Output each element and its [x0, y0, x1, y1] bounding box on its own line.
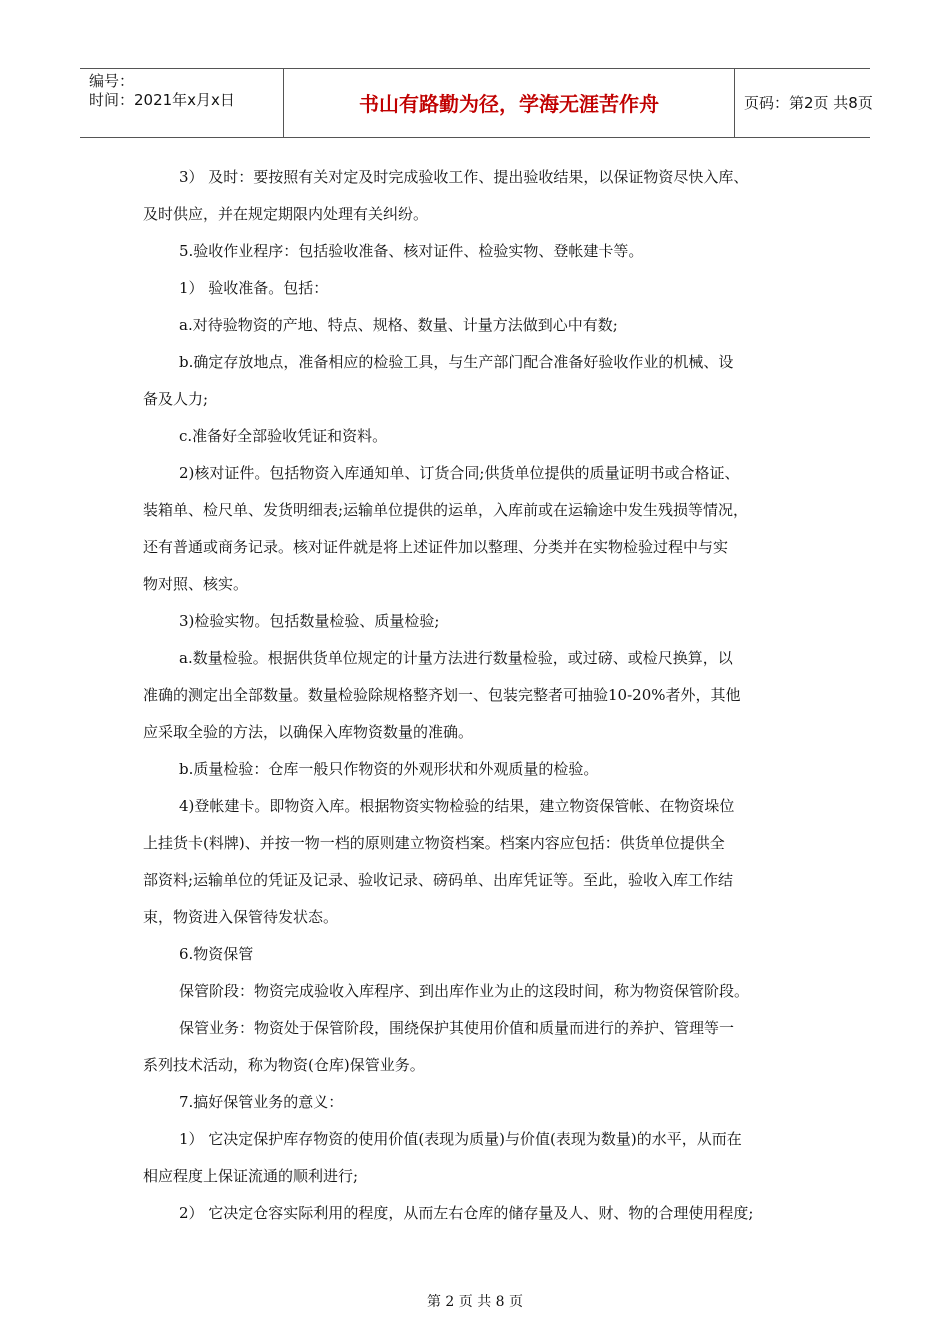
header-motto-cell — [283, 69, 735, 137]
text-line: b.确定存放地点，准备相应的检验工具，与生产部门配合准备好验收作业的机械、设 — [179, 353, 734, 371]
page-header — [80, 68, 873, 138]
header-page-cell — [734, 69, 873, 137]
text-line: 1） 它决定保护库存物资的使用价值(表现为质量)与价值(表现为数量)的水平，从而在 — [179, 1130, 742, 1148]
section-heading: 5.验收作业程序：包括验收准备、核对证件、检验实物、登帐建卡等。 — [179, 242, 644, 260]
header-meta-cell — [80, 69, 283, 137]
document-number-label: 编号： — [89, 72, 135, 90]
text-line: 1） 验收准备。包括： — [179, 279, 329, 297]
text-line: 保管阶段：物资完成验收入库程序、到出库作业为止的这段时间，称为物资保管阶段。 — [179, 982, 750, 1000]
header-motto: 书山有路勤为径，学海无涯苦作舟 — [359, 92, 659, 116]
text-line: a.数量检验。根据供货单位规定的计量方法进行数量检验，或过磅、或检尺换算，以 — [179, 649, 733, 667]
header-page-info: 页码：第2页 共8页 — [744, 94, 873, 112]
text-line: 及时供应，并在规定期限内处理有关纠纷。 — [143, 205, 429, 223]
text-line: 保管业务：物资处于保管阶段，围绕保护其使用价值和质量而进行的养护、管理等一 — [179, 1019, 735, 1037]
text-line: 3） 及时：要按照有关对定及时完成验收工作、提出验收结果，以保证物资尽快入库、 — [179, 168, 749, 186]
text-line: 部资料;运输单位的凭证及记录、验收记录、磅码单、出库凭证等。至此，验收入库工作结 — [143, 871, 734, 889]
page-footer: 第 2 页 共 8 页 — [426, 1294, 524, 1310]
text-line: 备及人力; — [143, 390, 209, 408]
text-line: 2） 它决定仓容实际利用的程度，从而左右仓库的储存量及人、财、物的合理使用程度; — [179, 1204, 754, 1222]
document-date: 时间：2021年x月x日 — [89, 91, 235, 109]
text-line: 还有普通或商务记录。核对证件就是将上述证件加以整理、分类并在实物检验过程中与实 — [143, 538, 729, 556]
text-line: 物对照、核实。 — [143, 575, 249, 593]
section-heading: 7.搞好保管业务的意义： — [179, 1093, 344, 1111]
text-line: 准确的测定出全部数量。数量检验除规格整齐划一、包装完整者可抽验10-20%者外，其他 — [143, 686, 741, 704]
section-heading: 6.物资保管 — [179, 945, 254, 963]
text-line: 3)检验实物。包括数量检验、质量检验; — [179, 612, 440, 630]
document-body — [143, 159, 817, 1232]
text-line: 应采取全验的方法，以确保入库物资数量的准确。 — [143, 723, 474, 741]
text-line: 系列技术活动，称为物资(仓库)保管业务。 — [143, 1056, 425, 1074]
text-line: 装箱单、检尺单、发货明细表;运输单位提供的运单，入库前或在运输途中发生残损等情况， — [143, 501, 749, 519]
text-line: b.质量检验：仓库一般只作物资的外观形状和外观质量的检验。 — [179, 760, 599, 778]
text-line: 束，物资进入保管待发状态。 — [143, 908, 339, 926]
text-line: c.准备好全部验收凭证和资料。 — [179, 427, 388, 445]
text-line: a.对待验物资的产地、特点、规格、数量、计量方法做到心中有数; — [179, 316, 618, 334]
text-line: 2)核对证件。包括物资入库通知单、订货合同;供货单位提供的质量证明书或合格证、 — [179, 464, 740, 482]
text-line: 上挂货卡(料牌)、并按一物一档的原则建立物资档案。档案内容应包括：供货单位提供全 — [143, 834, 725, 852]
text-line: 4)登帐建卡。即物资入库。根据物资实物检验的结果，建立物资保管帐、在物资垛位 — [179, 797, 735, 815]
text-line: 相应程度上保证流通的顺利进行; — [143, 1167, 359, 1185]
